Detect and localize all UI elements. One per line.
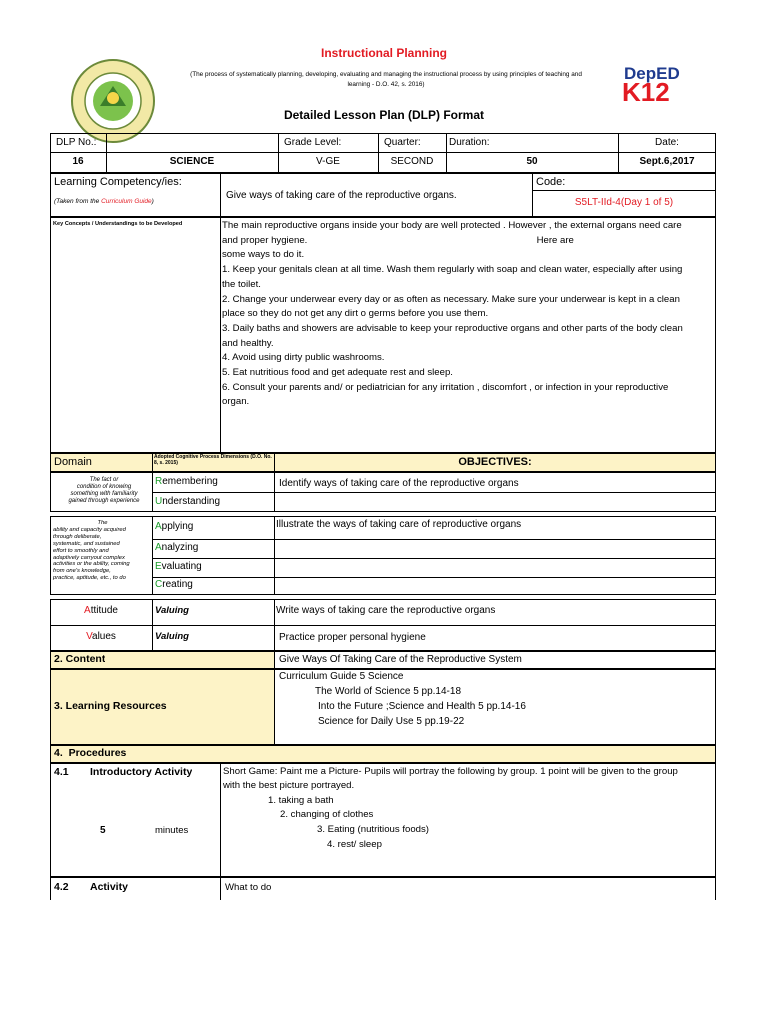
skills-desc-line: effort to smoothly and — [53, 547, 109, 554]
key-concepts-label: Key Concepts / Understandings to be Developed — [53, 221, 183, 227]
skills-desc-line: adaptively carryout complex — [53, 554, 125, 561]
evaluating-label — [155, 561, 202, 572]
knowledge-desc-line: gained through experience — [68, 498, 140, 504]
knowledge-description — [56, 477, 152, 505]
applying-label — [155, 521, 193, 532]
key-concept-line: organ. — [222, 396, 250, 408]
skills-description — [53, 520, 152, 582]
dlp-no-value: 16 — [72, 156, 84, 167]
deped-k12-logo — [622, 64, 702, 106]
understanding-label — [155, 496, 220, 507]
remembering-label — [155, 476, 218, 487]
key-concept-line: 1. Keep your genitals clean at all time. Wash them regularly with soap and clean water, especially after using — [222, 264, 683, 276]
applying-initial: A — [155, 521, 162, 532]
remembering-rest: emembering — [162, 476, 218, 487]
attitude-objective: Write ways of taking care the reproductive organs — [276, 605, 496, 616]
quarter-value: SECOND — [390, 156, 434, 167]
creating-rest: reating — [162, 579, 193, 590]
key-concepts-text — [222, 219, 716, 410]
activity-label: Activity — [90, 881, 128, 893]
header-title: Instructional Planning — [320, 46, 447, 60]
content-text: Give Ways Of Taking Care of the Reproductive System — [279, 654, 522, 665]
applying-rest: pplying — [161, 521, 194, 532]
analyzing-rest: nalyzing — [161, 542, 199, 553]
competency-text: Give ways of taking care of the reproductive organs. — [226, 190, 457, 201]
header-subtitle-line1: (The process of systematically planning, developing, evaluating and managing the instructional process by using principles of teaching and — [190, 71, 582, 78]
values-rest: alues — [92, 631, 116, 642]
intro-activity-label: Introductory Activity — [90, 766, 193, 778]
resource-line: Curriculum Guide 5 Science — [279, 671, 404, 682]
resources-label: 3. Learning Resources — [54, 700, 167, 712]
skills-desc-line: activities or the ability, coming — [53, 561, 130, 568]
skills-desc-line: The — [97, 520, 108, 526]
creating-label — [155, 579, 193, 590]
grade-level-value: V-GE — [316, 156, 340, 167]
evaluating-rest: valuating — [161, 561, 202, 572]
deped-logo-text: DepED — [624, 64, 680, 83]
header-subtitle-line2: learning - D.O. 42, s. 2016) — [347, 81, 425, 88]
deped-seal-logo — [70, 58, 156, 144]
key-concept-line: 5. Eat nutritious food and get adequate rest and sleep. — [222, 367, 453, 379]
intro-line: 3. Eating (nutritious foods) — [317, 824, 429, 835]
intro-activity-row — [50, 763, 716, 877]
intro-line: 2. changing of clothes — [280, 809, 374, 820]
code-value: S5LT-IId-4(Day 1 of 5) — [574, 197, 674, 208]
activity-row — [50, 877, 716, 900]
curriculum-guide-link: Curriculum Guide — [101, 198, 152, 205]
attitude-initial: A — [84, 605, 91, 616]
key-concept-line: and healthy. — [222, 337, 274, 349]
intro-line: 1. taking a bath — [268, 795, 334, 806]
values-initial: V — [86, 631, 93, 642]
values-label — [50, 631, 152, 642]
grade-level-label: Grade Level: — [284, 137, 342, 148]
procedures-header — [50, 745, 716, 763]
date-label: Date: — [655, 137, 679, 148]
dlp-no-label: DLP No.: — [56, 137, 97, 148]
attitude-label — [50, 605, 152, 616]
skills-desc-line: through deliberate, — [53, 533, 102, 540]
skills-desc-line: ability and capacity acquired — [53, 526, 126, 533]
evaluating-initial: E — [155, 561, 162, 572]
taken-prefix: (Taken from the — [54, 198, 102, 205]
activity-number: 4.2 — [54, 881, 69, 893]
procedures-label: 4. Procedures — [54, 747, 127, 759]
intro-line: Short Game: Paint me a Picture- Pupils will portray the following by group. 1 point will be given to the group — [223, 766, 678, 777]
skills-desc-line: systematic, and sustained — [53, 540, 120, 547]
intro-minutes-value: 5 — [100, 825, 106, 836]
knowledge-desc-line: condition of knowing — [76, 484, 132, 490]
taken-suffix: ) — [151, 198, 154, 205]
remembering-objective: Identify ways of taking care of the reproductive organs — [279, 478, 519, 489]
intro-line: with the best picture portrayed. — [223, 780, 355, 791]
key-concept-line: 3. Daily baths and showers are advisable to keep your reproductive organs and other parts of the body clean — [222, 322, 683, 334]
subject-value: SCIENCE — [169, 156, 215, 167]
skills-desc-line: from one's knowledge, — [53, 568, 111, 575]
key-concept-line: The main reproductive organs inside your body are well protected . However , the external organs need care — [222, 220, 682, 231]
duration-label: Duration: — [449, 137, 490, 148]
understanding-rest: nderstanding — [162, 496, 221, 507]
key-concept-line: 6. Consult your parents and/ or pediatrician for any irritation , discomfort , or infection in your reproductive — [222, 381, 669, 393]
resource-line: The World of Science 5 pp.14-18 — [315, 686, 462, 697]
key-concept-line: 4. Avoid using dirty public washrooms. — [222, 352, 385, 364]
attitude-rest: ttitude — [90, 605, 118, 616]
key-concept-line: place so they do not get any dirt o germs before you use them. — [222, 308, 489, 320]
k12-logo-text: K12 — [622, 77, 670, 107]
intro-minutes-label: minutes — [155, 825, 189, 836]
attitude-dimension: Valuing — [155, 605, 189, 616]
key-concept-line: and proper hygiene. Here are — [222, 234, 574, 246]
taken-from-note — [54, 198, 154, 205]
key-concept-line: 2. Change your underwear every day or as often as necessary. Make sure your underwear is kept in a clean — [222, 293, 680, 305]
intro-activity-number: 4.1 — [54, 766, 69, 778]
knowledge-desc-line: The fact or — [89, 477, 119, 483]
values-objective: Practice proper personal hygiene — [279, 632, 426, 643]
applying-objective: Illustrate the ways of taking care of reproductive organs — [276, 519, 522, 530]
objectives-label: OBJECTIVES: — [458, 456, 532, 468]
dimensions-label: Adopted Cognitive Process Dimensions (D.O. No. 8, s. 2015) — [154, 454, 272, 466]
remembering-initial: R — [155, 476, 163, 487]
domain-label: Domain — [54, 456, 92, 468]
quarter-label: Quarter: — [384, 137, 421, 148]
understanding-initial: U — [155, 496, 163, 507]
values-dimension: Valuing — [155, 631, 189, 642]
duration-value: 50 — [526, 156, 538, 167]
format-title: Detailed Lesson Plan (DLP) Format — [283, 108, 485, 122]
knowledge-desc-line: something with familiarity — [70, 491, 138, 497]
key-concept-line: the toilet. — [222, 278, 261, 290]
resource-line: Into the Future ;Science and Health 5 pp.14-16 — [318, 701, 526, 712]
content-label: 2. Content — [54, 653, 106, 665]
analyzing-initial: A — [155, 542, 162, 553]
competency-label: Learning Competency/ies: — [54, 176, 182, 188]
skills-desc-line: practice, aptitude, etc., to do — [53, 575, 126, 582]
date-value: Sept.6,2017 — [639, 156, 695, 167]
activity-text: What to do — [225, 882, 272, 893]
dlp-info-table — [50, 133, 716, 173]
creating-initial: C — [155, 579, 163, 590]
analyzing-label — [155, 542, 198, 553]
resource-line: Science for Daily Use 5 pp.19-22 — [318, 716, 465, 727]
code-label: Code: — [536, 176, 566, 188]
intro-line: 4. rest/ sleep — [327, 839, 382, 850]
key-concept-line: some ways to do it. — [222, 249, 305, 261]
